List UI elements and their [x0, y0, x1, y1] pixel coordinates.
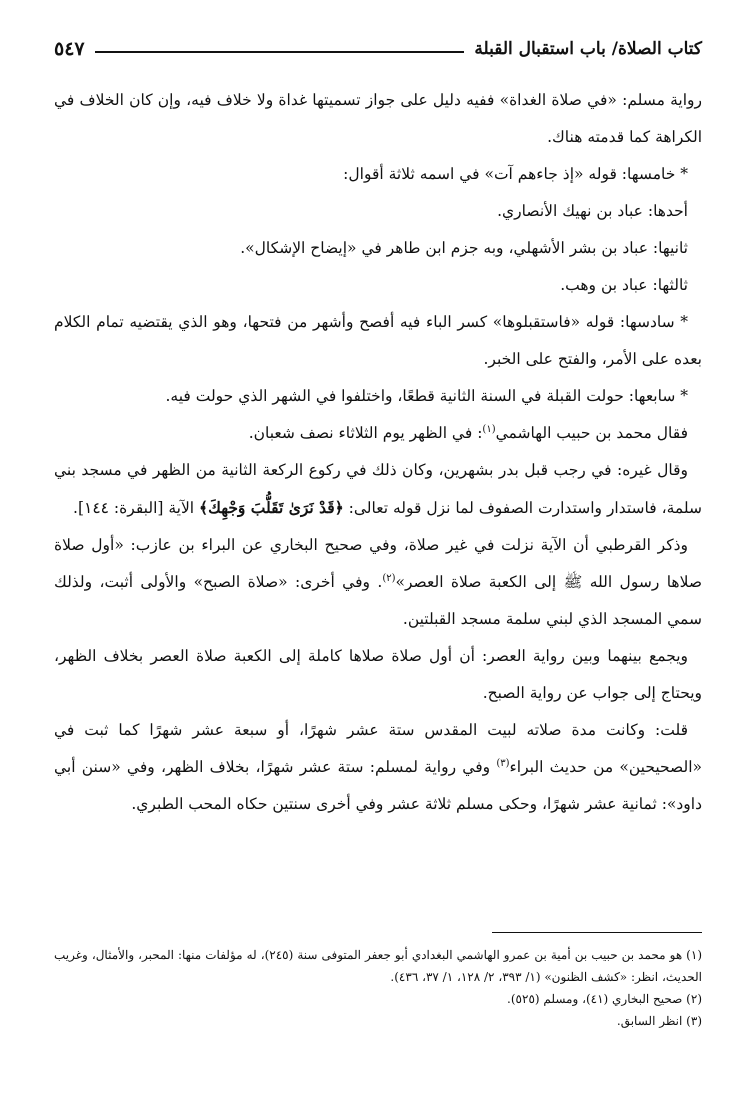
paragraph-10 — [54, 527, 702, 638]
footnote-ref-1[interactable]: (١) — [482, 423, 496, 435]
footnote-divider — [492, 932, 702, 933]
paragraph-7: * سابعها: حولت القبلة في السنة الثانية قطعًا، واختلفوا في الشهر الذي حولت فيه. — [165, 387, 688, 405]
paragraph-1: رواية مسلم: «في صلاة الغداة» ففيه دليل على جواز تسميتها غداة ولا خلاف فيه، وإن كان الخلاف في الكراهة كما قدمته هناك. — [54, 91, 702, 146]
paragraph-5: ثالثها: عباد بن وهب. — [560, 276, 688, 294]
footnote-ref-3[interactable]: (٣) — [496, 757, 510, 769]
paragraph-12-text: قلت: وكانت مدة صلاته لبيت المقدس ستة عشر شهرًا، أو سبعة عشر شهرًا كما ثبت في «الصحيحين» من حديث البراء — [54, 721, 702, 776]
paragraph-8-text: فقال محمد بن حبيب الهاشمي — [495, 424, 688, 442]
footnote-ref-2[interactable]: (٢) — [382, 572, 396, 584]
paragraph-2: * خامسها: قوله «إذ جاءهم آت» في اسمه ثلاثة أقوال: — [343, 165, 688, 183]
paragraph-9-text: وقال غيره: في رجب قبل بدر بشهرين، وكان ذلك في ركوع الركعة الثانية من الظهر في مسجد بني سلمة، فاستدار واستدارت الصفوف لما نزل قوله تعالى: — [54, 461, 702, 517]
quran-verse: ﴿قَدْ نَرَىٰ تَقَلُّبَ وَجْهِكَ﴾ — [199, 498, 344, 517]
paragraph-6: * سادسها: قوله «فاستقبلوها» كسر الباء فيه أفصح وأشهر من فتحها، وهو الذي يقتضيه تمام الكلام بعده على الأمر، والفتح على الخبر. — [54, 313, 702, 368]
running-header — [54, 34, 702, 64]
paragraph-12 — [54, 712, 702, 823]
footnotes — [54, 944, 702, 1032]
footnote-1: (١) هو محمد بن حبيب بن أمية بن عمرو الهاشمي البغدادي أبو جعفر المتوفى سنة (٢٤٥)، له مؤلفات منها: المحبر، والأمثال، وغريب الحديث، انظر: «كشف الظنون» (١/ ٣٩٣، ٢/ ١٢٨، ١/ ٣٧، ٤٣٦). — [54, 948, 702, 984]
footnote-3: (٣) انظر السابق. — [616, 1014, 702, 1028]
paragraph-11: ويجمع بينهما وبين رواية العصر: أن أول صلاة صلاها كاملة إلى الكعبة صلاة العصر بخلاف الظهر، ويحتاج إلى جواب عن رواية الصبح. — [54, 647, 702, 702]
paragraph-10-text-cont: . وفي أخرى: «صلاة الصبح» والأولى أثبت، ولذلك سمي المسجد الذي لبني سلمة مسجد القبلتين. — [54, 573, 702, 628]
header-rule — [95, 51, 465, 53]
paragraph-8-text-cont: : في الظهر يوم الثلاثاء نصف شعبان. — [248, 424, 483, 442]
main-text — [54, 82, 702, 823]
paragraph-9 — [54, 452, 702, 527]
footnote-2: (٢) صحيح البخاري (٤١)، ومسلم (٥٢٥). — [507, 992, 702, 1006]
paragraph-4: ثانيها: عباد بن بشر الأشهلي، وبه جزم ابن طاهر في «إيضاح الإشكال». — [240, 239, 688, 257]
paragraph-10-text: وذكر القرطبي أن الآية نزلت في غير صلاة، وفي صحيح البخاري عن البراء بن عازب: «أول صلاة صلاها رسول الله ﷺ إلى الكعبة صلاة العصر» — [54, 536, 702, 591]
paragraph-12-text-cont: وفي رواية لمسلم: ستة عشر شهرًا، بخلاف الظهر، وفي «سنن أبي داود»: ثمانية عشر شهرًا، وحكى مسلم ثلاثة عشر وفي أخرى سنتين حكاه المحب الطبري. — [54, 758, 702, 813]
paragraph-9-text-cont: الآية [البقرة: ١٤٤]. — [73, 499, 200, 517]
paragraph-8 — [54, 415, 702, 452]
paragraph-3: أحدها: عباد بن نهيك الأنصاري. — [497, 202, 688, 220]
chapter-title: كتاب الصلاة/ باب استقبال القبلة — [474, 39, 702, 59]
page-number: ٥٤٧ — [54, 38, 85, 60]
